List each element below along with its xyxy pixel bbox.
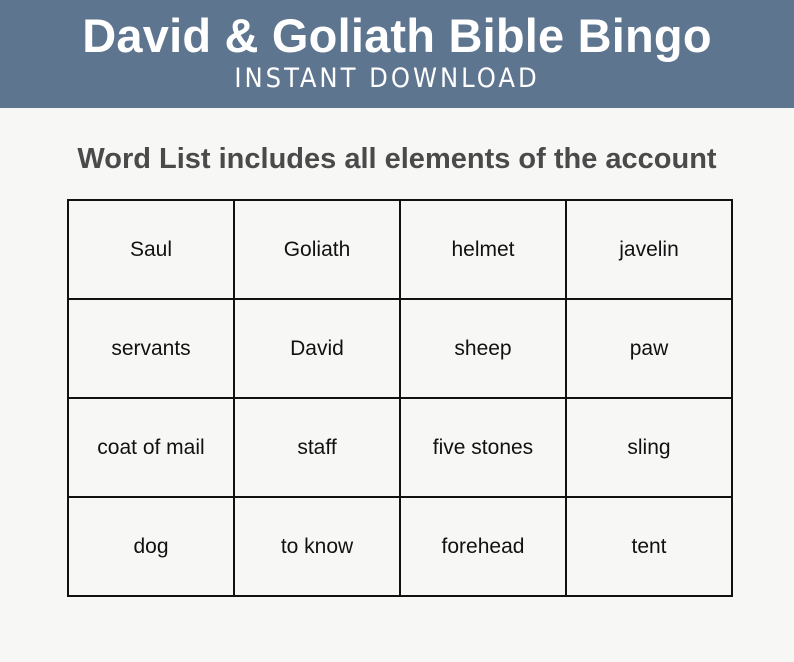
page-subtitle: INSTANT DOWNLOAD xyxy=(234,63,540,94)
word-cell: sling xyxy=(567,399,733,498)
word-cell: Goliath xyxy=(235,201,401,300)
word-cell: coat of mail xyxy=(69,399,235,498)
word-list-grid xyxy=(67,199,733,597)
page-title: David & Goliath Bible Bingo xyxy=(82,9,712,62)
word-cell: forehead xyxy=(401,498,567,597)
word-cell: Saul xyxy=(69,201,235,300)
word-cell: staff xyxy=(235,399,401,498)
word-list-heading: Word List includes all elements of the account xyxy=(77,143,717,175)
word-cell: David xyxy=(235,300,401,399)
word-cell: helmet xyxy=(401,201,567,300)
word-cell: to know xyxy=(235,498,401,597)
word-cell: servants xyxy=(69,300,235,399)
word-cell: tent xyxy=(567,498,733,597)
word-cell: five stones xyxy=(401,399,567,498)
header-banner xyxy=(0,0,794,108)
word-cell: dog xyxy=(69,498,235,597)
word-cell: javelin xyxy=(567,201,733,300)
word-cell: paw xyxy=(567,300,733,399)
word-cell: sheep xyxy=(401,300,567,399)
